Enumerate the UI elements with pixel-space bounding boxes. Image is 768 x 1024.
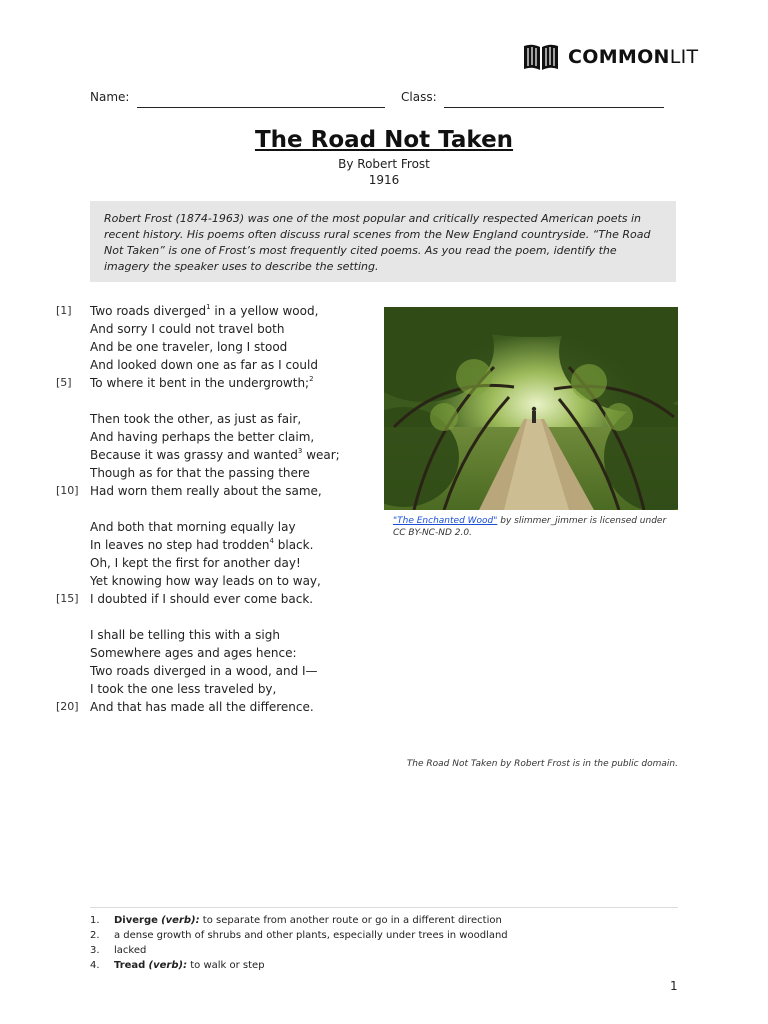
poem-line: Had worn them really about the same, xyxy=(90,484,322,498)
footnote-number: 3. xyxy=(90,945,100,956)
poem-line xyxy=(90,302,318,320)
name-field xyxy=(90,90,385,108)
class-field xyxy=(401,90,664,108)
poem-line: I took the one less traveled by, xyxy=(90,682,277,696)
footnote-item xyxy=(90,928,508,943)
poem-line: And looked down one as far as I could xyxy=(90,358,318,372)
poem-line-text: To where it bent in the undergrowth; xyxy=(90,376,310,390)
poem-line xyxy=(90,446,340,464)
poem-line: And be one traveler, long I stood xyxy=(90,340,288,354)
poem-line-text: in a yellow wood, xyxy=(210,304,319,318)
public-domain-note: The Road Not Taken by Robert Frost is in the public domain. xyxy=(406,759,678,769)
poem-line xyxy=(90,536,313,554)
poem-line: Two roads diverged in a wood, and I— xyxy=(90,664,318,678)
line-number: [10] xyxy=(56,484,79,497)
poem-line: Though as for that the passing there xyxy=(90,466,310,480)
footnote-text xyxy=(114,928,508,943)
poem-line: And sorry I could not travel both xyxy=(90,322,285,336)
footnote-term: Diverge xyxy=(114,915,158,926)
footnote-part-of-speech: (verb): xyxy=(148,960,188,971)
poem-line: And both that morning equally lay xyxy=(90,520,296,534)
poem-line: I doubted if I should ever come back. xyxy=(90,592,314,606)
footnote-definition: a dense growth of shrubs and other plants, especially under trees in woodland xyxy=(114,930,508,941)
poem-line: Then took the other, as just as fair, xyxy=(90,412,302,426)
footnote-marker: 3 xyxy=(297,447,303,455)
page-number: 1 xyxy=(670,979,678,993)
poem-line-text: In leaves no step had trodden xyxy=(90,538,270,552)
photo-source-link[interactable]: "The Enchanted Wood" xyxy=(393,516,498,526)
class-label: Class: xyxy=(401,90,437,104)
forest-path-image xyxy=(384,307,678,510)
author-byline: By Robert Frost xyxy=(338,157,430,171)
forest-path-photo xyxy=(384,307,678,510)
poem-line: And having perhaps the better claim, xyxy=(90,430,315,444)
poem-line: Oh, I kept the first for another day! xyxy=(90,556,301,570)
footnote-part-of-speech: (verb): xyxy=(161,915,200,926)
name-blank[interactable] xyxy=(137,93,385,108)
footnote-item xyxy=(90,943,508,958)
footnote-text xyxy=(114,913,502,928)
publication-year: 1916 xyxy=(368,173,400,187)
footnote-definition: to walk or step xyxy=(187,960,265,971)
footnote-marker: 4 xyxy=(269,537,274,545)
name-label: Name: xyxy=(90,90,130,104)
poem-line-text: black. xyxy=(273,538,314,552)
class-blank[interactable] xyxy=(444,93,664,108)
line-number: [20] xyxy=(56,700,79,713)
footnote-number: 4. xyxy=(90,960,100,971)
footnote-marker: 1 xyxy=(206,303,211,311)
logo-wordmark: COMMONLIT xyxy=(568,46,699,68)
footnote-marker: 2 xyxy=(309,375,314,383)
footnote-term: Tread xyxy=(114,960,146,971)
photo-caption: "The Enchanted Wood" by slimmer_jimmer is licensed under CC BY-NC-ND 2.0. xyxy=(393,516,667,538)
footnotes xyxy=(90,913,508,973)
intro-box: Robert Frost (1874-1963) was one of the most popular and critically respected American poets in recent history. His poems often discuss rural scenes from the New England countryside. “The Road Not Taken” is one of Frost’s most frequently cited poems. As you read the poem, identify the imagery the speaker uses to describe the setting. xyxy=(90,201,676,282)
line-number: [1] xyxy=(56,304,72,317)
footnote-definition: to separate from another route or go in a different direction xyxy=(199,915,502,926)
line-number: [15] xyxy=(56,592,79,605)
poem-line: I shall be telling this with a sigh xyxy=(90,628,280,642)
footnote-item xyxy=(90,958,508,973)
footnote-text xyxy=(114,958,265,973)
poem-line: Somewhere ages and ages hence: xyxy=(90,646,297,660)
footnote-divider xyxy=(90,907,678,908)
line-number: [5] xyxy=(56,376,72,389)
footnote-number: 2. xyxy=(90,930,100,941)
footnote-text xyxy=(114,943,146,958)
poem-line-text: wear; xyxy=(302,448,340,462)
poem-line-text: Two roads diverged xyxy=(90,304,207,318)
poem-line: And that has made all the difference. xyxy=(90,700,314,714)
page-title: The Road Not Taken xyxy=(254,127,514,153)
footnote-number: 1. xyxy=(90,915,100,926)
poem-line xyxy=(90,374,314,392)
commonlit-logo xyxy=(522,42,698,72)
poem-line: Yet knowing how way leads on to way, xyxy=(90,574,321,588)
footnote-item xyxy=(90,913,508,928)
footnote-definition: lacked xyxy=(114,945,147,956)
open-book-icon xyxy=(522,42,560,72)
poem-line-text: Because it was grassy and wanted xyxy=(90,448,298,462)
